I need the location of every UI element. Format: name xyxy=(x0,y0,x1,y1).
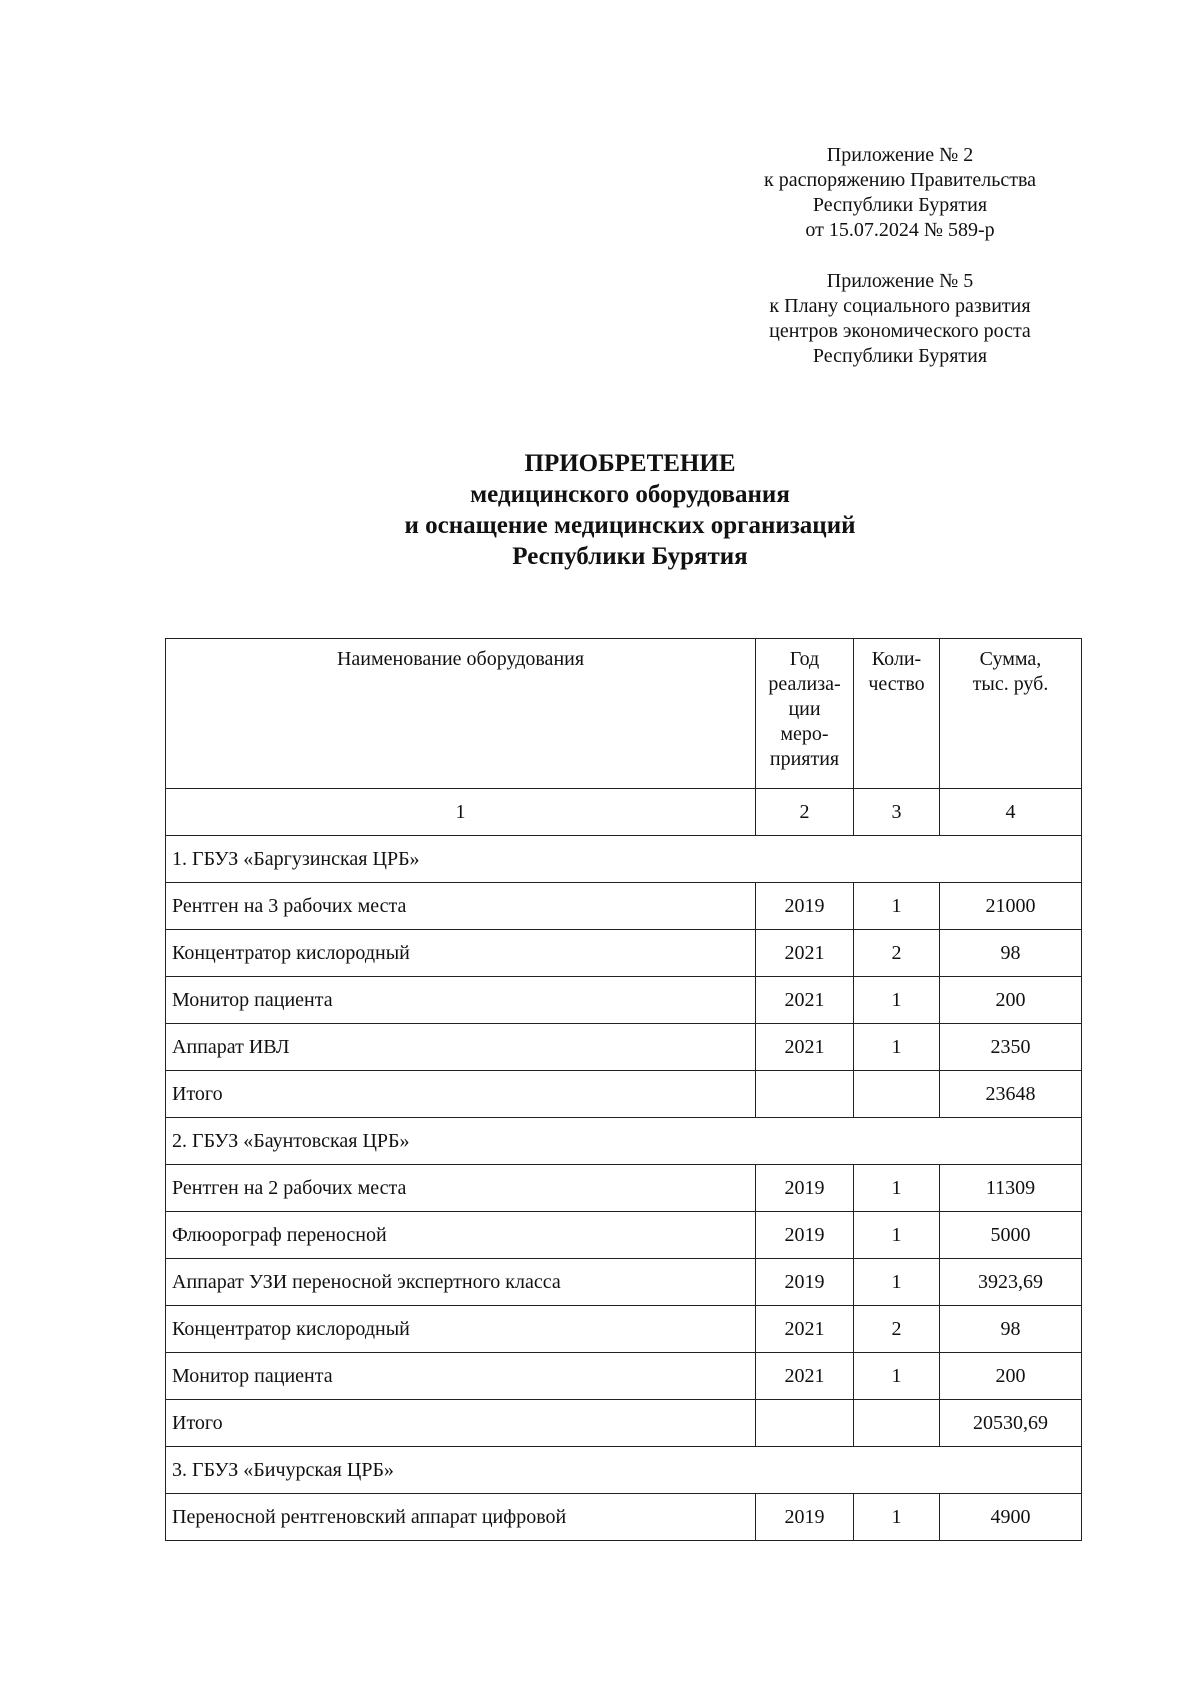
cell-qty: 1 xyxy=(854,1259,940,1306)
cell-sum: 21000 xyxy=(940,883,1082,930)
cell-qty: 2 xyxy=(854,1306,940,1353)
cell-name: Переносной рентгеновский аппарат цифровой xyxy=(166,1494,756,1541)
cell-year: 2019 xyxy=(756,1259,854,1306)
section-row xyxy=(166,836,1082,883)
annex-1-block xyxy=(690,143,1110,243)
cell-sum: 200 xyxy=(940,977,1082,1024)
section-title: 2. ГБУЗ «Баунтовская ЦРБ» xyxy=(166,1118,1082,1165)
header-sum-line: тыс. руб. xyxy=(972,673,1049,695)
title-line: Республики Бурятия xyxy=(512,543,748,570)
cell-year: 2021 xyxy=(756,977,854,1024)
header-year-line: приятия xyxy=(769,748,840,770)
cell-qty xyxy=(854,1071,940,1118)
annex-1-line: Приложение № 2 xyxy=(826,144,974,166)
cell-qty: 2 xyxy=(854,930,940,977)
cell-year: 2019 xyxy=(756,883,854,930)
cell-qty: 1 xyxy=(854,977,940,1024)
cell-name: Монитор пациента xyxy=(166,977,756,1024)
annex-1-line: к распоряжению Правительства xyxy=(763,169,1036,191)
cell-name: Итого xyxy=(166,1400,756,1447)
header-year-line: реализа- xyxy=(768,673,841,695)
cell-name: Монитор пациента xyxy=(166,1353,756,1400)
annex-2-line: центров экономического роста xyxy=(769,320,1031,342)
cell-qty: 1 xyxy=(854,883,940,930)
table-row xyxy=(166,1212,1082,1259)
cell-name: Флюорограф переносной xyxy=(166,1212,756,1259)
total-row xyxy=(166,1400,1082,1447)
cell-sum: 5000 xyxy=(940,1212,1082,1259)
cell-qty: 1 xyxy=(854,1353,940,1400)
cell-sum: 98 xyxy=(940,1306,1082,1353)
document-title xyxy=(0,448,1200,572)
header-qty-line: Коли- xyxy=(871,648,922,670)
cell-sum: 200 xyxy=(940,1353,1082,1400)
cell-year: 2021 xyxy=(756,1306,854,1353)
column-number-row xyxy=(166,789,1082,836)
header-year xyxy=(756,639,854,789)
total-row xyxy=(166,1071,1082,1118)
cell-name: Концентратор кислородный xyxy=(166,1306,756,1353)
header-qty-line: чество xyxy=(868,673,925,695)
cell-qty: 1 xyxy=(854,1024,940,1071)
column-number: 1 xyxy=(166,789,756,836)
section-row xyxy=(166,1447,1082,1494)
cell-qty: 1 xyxy=(854,1494,940,1541)
section-row xyxy=(166,1118,1082,1165)
cell-sum: 4900 xyxy=(940,1494,1082,1541)
cell-name: Рентген на 2 рабочих места xyxy=(166,1165,756,1212)
table-row xyxy=(166,930,1082,977)
annex-2-block xyxy=(690,269,1110,369)
title-line: медицинского оборудования xyxy=(470,481,790,508)
annex-2-line: Республики Бурятия xyxy=(812,345,988,367)
title-line: и оснащение медицинских организаций xyxy=(404,512,856,539)
header-qty xyxy=(854,639,940,789)
section-title: 1. ГБУЗ «Баргузинская ЦРБ» xyxy=(166,836,1082,883)
table-row xyxy=(166,1259,1082,1306)
header-name: Наименование оборудования xyxy=(166,639,756,789)
header-year-line: ции xyxy=(788,698,821,720)
table-row xyxy=(166,1353,1082,1400)
cell-year xyxy=(756,1071,854,1118)
table-body xyxy=(166,789,1082,1541)
table-row xyxy=(166,1024,1082,1071)
cell-year: 2021 xyxy=(756,1024,854,1071)
annex-1-line: от 15.07.2024 № 589-р xyxy=(805,219,995,241)
table-header-row xyxy=(166,639,1082,789)
cell-sum: 2350 xyxy=(940,1024,1082,1071)
cell-year: 2019 xyxy=(756,1165,854,1212)
table-row xyxy=(166,883,1082,930)
cell-qty: 1 xyxy=(854,1212,940,1259)
table-row xyxy=(166,1494,1082,1541)
table-row xyxy=(166,1165,1082,1212)
cell-name: Аппарат УЗИ переносной экспертного класса xyxy=(166,1259,756,1306)
equipment-table xyxy=(165,638,1082,1541)
cell-year: 2021 xyxy=(756,930,854,977)
cell-year xyxy=(756,1400,854,1447)
cell-sum: 98 xyxy=(940,930,1082,977)
cell-name: Итого xyxy=(166,1071,756,1118)
title-line: ПРИОБРЕТЕНИЕ xyxy=(524,450,736,477)
table-row xyxy=(166,977,1082,1024)
column-number: 2 xyxy=(756,789,854,836)
column-number: 3 xyxy=(854,789,940,836)
cell-sum: 23648 xyxy=(940,1071,1082,1118)
annex-2-line: к Плану социального развития xyxy=(769,295,1031,317)
section-title: 3. ГБУЗ «Бичурская ЦРБ» xyxy=(166,1447,1082,1494)
cell-year: 2021 xyxy=(756,1353,854,1400)
header-year-line: меро- xyxy=(780,723,829,745)
header-sum xyxy=(940,639,1082,789)
cell-sum: 3923,69 xyxy=(940,1259,1082,1306)
cell-year: 2019 xyxy=(756,1494,854,1541)
cell-sum: 20530,69 xyxy=(940,1400,1082,1447)
header-sum-line: Сумма, xyxy=(979,648,1042,670)
annex-1-line: Республики Бурятия xyxy=(812,194,988,216)
table-row xyxy=(166,1306,1082,1353)
cell-qty: 1 xyxy=(854,1165,940,1212)
header-year-line: Год xyxy=(789,648,820,670)
cell-year: 2019 xyxy=(756,1212,854,1259)
cell-name: Концентратор кислородный xyxy=(166,930,756,977)
cell-name: Рентген на 3 рабочих места xyxy=(166,883,756,930)
column-number: 4 xyxy=(940,789,1082,836)
cell-sum: 11309 xyxy=(940,1165,1082,1212)
cell-name: Аппарат ИВЛ xyxy=(166,1024,756,1071)
cell-qty xyxy=(854,1400,940,1447)
annex-2-line: Приложение № 5 xyxy=(826,270,974,292)
